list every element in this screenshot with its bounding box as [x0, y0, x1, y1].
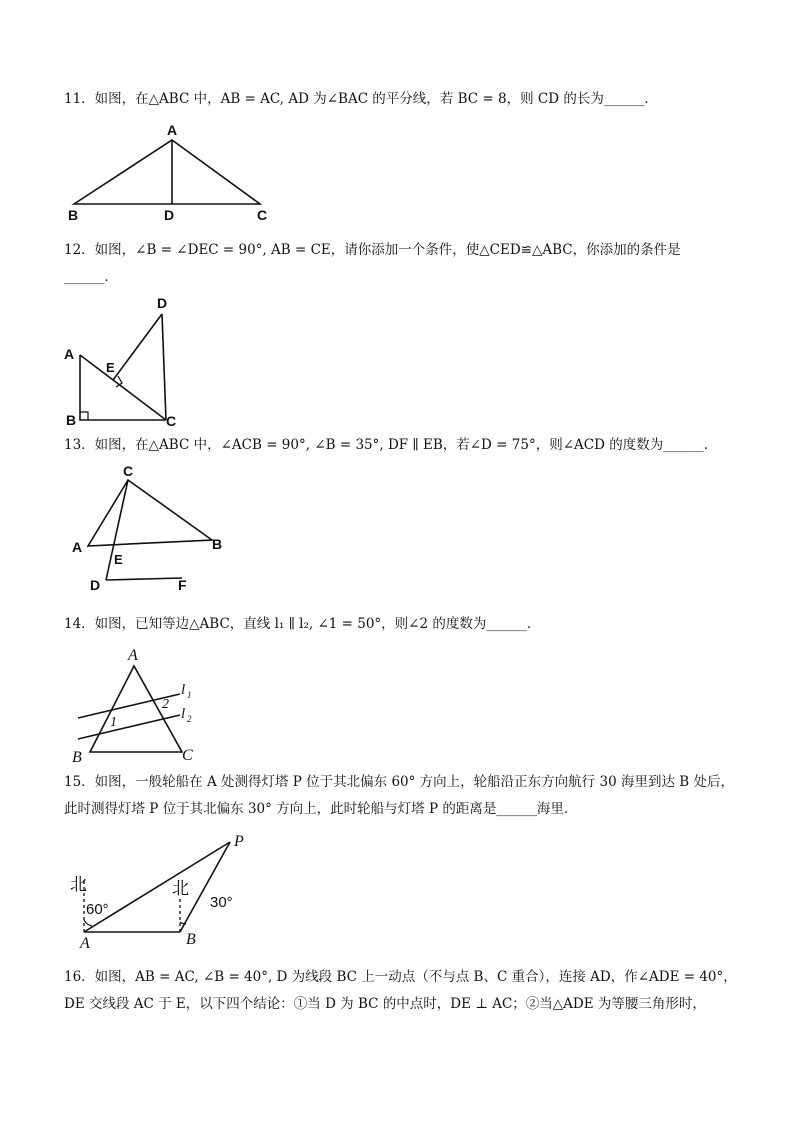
angle-60-label: 60°: [86, 901, 109, 918]
q11-figure: [60, 120, 290, 230]
label-a: A: [128, 647, 138, 664]
label-c: C: [182, 747, 193, 764]
q14-figure: [66, 644, 216, 766]
label-f: F: [178, 577, 187, 593]
north-label-a: 北: [70, 875, 87, 895]
label-a: A: [80, 935, 90, 952]
segment-de: [113, 314, 162, 380]
label-c: C: [257, 207, 268, 223]
label-c: C: [123, 463, 134, 479]
q14-text: 14．如图，已知等边△ABC，直线 l₁ ∥ l₂, ∠1 = 50°，则∠2 的度数为______．: [64, 616, 541, 632]
label-a: A: [167, 122, 178, 138]
segment-dc: [162, 314, 166, 420]
right-angle-b: [80, 412, 88, 420]
label-d: D: [90, 577, 101, 593]
label-b: B: [186, 931, 196, 948]
q13-text: 13．如图，在△ABC 中，∠ACB = 90°, ∠B = 35°, DF ∥ EB，若∠D = 75°，则∠ACD 的度数为______．: [64, 437, 718, 453]
segment-ap: [84, 842, 230, 932]
angle-2-label: 2: [162, 697, 169, 712]
north-label-b: 北: [172, 879, 189, 899]
label-a: A: [64, 346, 75, 362]
l1-subscript: 1: [187, 690, 192, 700]
segment-ac: [80, 355, 166, 420]
label-e: E: [106, 360, 115, 375]
triangle-abc: [74, 140, 260, 204]
triangle-abc: [88, 480, 212, 546]
q15-text-line1: 15．如图，一般轮船在 A 处测得灯塔 P 位于其北偏东 60° 方向上，轮船沿正东方向航行 30 海里到达 B 处后，: [64, 774, 734, 790]
q15-figure: [64, 828, 274, 958]
label-c: C: [166, 413, 177, 429]
angle-30-label: 30°: [210, 894, 233, 911]
label-b: B: [72, 749, 82, 766]
q15-text-line2: 此时测得灯塔 P 位于其北偏东 30° 方向上，此时轮船与灯塔 P 的距离是______海里．: [64, 801, 578, 817]
angle-1-label: 1: [110, 715, 117, 730]
q12-figure: [58, 292, 188, 432]
label-d: D: [164, 207, 175, 223]
label-p: P: [234, 833, 244, 850]
label-b: B: [66, 412, 77, 428]
q16-text-line2: DE 交线段 AC 于 E，以下四个结论：①当 D 为 BC 的中点时，DE ⊥ AC；②当△ADE 为等腰三角形时，: [64, 996, 706, 1012]
label-e: E: [114, 552, 123, 567]
q13-figure: [66, 462, 236, 597]
label-b: B: [212, 536, 223, 552]
l1-label: l: [181, 682, 186, 698]
q12-text-line1: 12．如图，∠B = ∠DEC = 90°, AB = CE，请你添加一个条件，使△CED≌△ABC，你添加的条件是: [64, 242, 681, 258]
angle-arc-a: [84, 920, 92, 926]
l2-subscript: 2: [187, 714, 192, 724]
line-l2: [78, 715, 180, 739]
label-b: B: [68, 207, 79, 223]
segment-df: [106, 578, 182, 580]
l2-label: l: [181, 706, 186, 722]
label-a: A: [72, 539, 83, 555]
q16-text-line1: 16．如图，AB = AC, ∠B = 40°, D 为线段 BC 上一动点（不与点 B、C 重合），连接 AD，作∠ADE = 40°，: [64, 969, 737, 985]
label-d: D: [157, 295, 168, 311]
q12-text-line2: ______．: [64, 269, 118, 285]
q11-text: 11．如图，在△ABC 中，AB = AC, AD 为∠BAC 的平分线，若 BC = 8，则 CD 的长为______．: [64, 91, 658, 107]
